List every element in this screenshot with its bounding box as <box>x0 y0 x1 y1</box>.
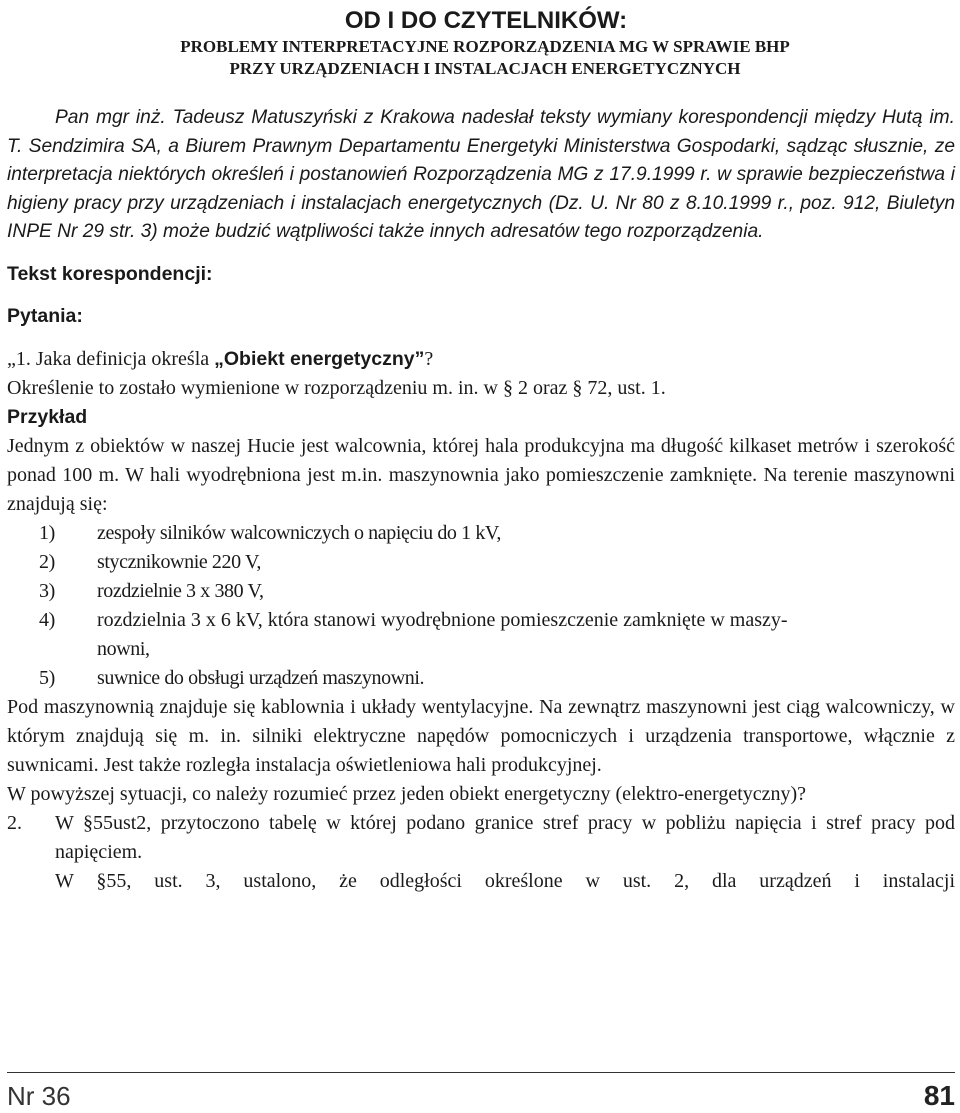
equipment-list <box>7 519 955 693</box>
intro-text: Pan mgr inż. Tadeusz Matuszyński z Krakowa nadesłał teksty wymiany korespondencji między Hutą im. T. Sendzimira SA, a Biurem Prawnym Departamentu Energetyki Ministerstwa Gospodarki, sądząc słusznie, ze interpretacja niektórych określeń i postanowień Rozporządzenia MG z 17.9.1999 r. w sprawie bezpieczeństwa i higieny pracy przy urządzeniach i instalacjach energetycznych (Dz. U. Nr 80 z 8.10.1999 r., poz. 912, Biuletyn INPE Nr 29 str. 3) może budzić wątpliwości także innych adresatów tego rozporządzenia. <box>7 107 955 242</box>
subtitle-line-2: PRZY URZĄDZENIACH I INSTALACJACH ENERGETYCZNYCH <box>229 59 741 78</box>
list-item-number: 2) <box>39 550 55 573</box>
list-item-number: 3) <box>39 579 55 602</box>
subtitle-line-1: PROBLEMY INTERPRETACYJNE ROZPORZĄDZENIA MG W SPRAWIE BHP <box>180 37 790 56</box>
heading-correspondence: Tekst korespondencji: <box>7 262 213 285</box>
intro-paragraph <box>7 104 955 247</box>
list-item-number: 4) <box>39 608 55 631</box>
page-number: 81 <box>923 1080 955 1111</box>
heading-questions: Pytania: <box>7 304 83 327</box>
issue-number: Nr 36 <box>7 1081 71 1111</box>
list-item-text: rozdzielnia 3 x 6 kV, która stanowi wyodrębnione pomieszczenie zamknięte w maszy- <box>97 608 788 631</box>
basement-paragraph: Pod maszynownią znajduje się kablownia i układy wentylacyjne. Na zewnątrz maszynowni jest ciąg walcowniczy, w którym znajdują się m. in. silniki elektryczne napędów pomocniczych i urządzenia transportowe, włącznie z suwnicami. Jest także rozległa instalacja oświetleniowa hali produkcyjnej. <box>7 695 955 776</box>
example-heading: Przykład <box>7 405 88 428</box>
list-item-number: 1) <box>39 521 55 544</box>
question-1 <box>7 345 955 403</box>
question-1-prefix: „1. Jaka definicja określa <box>7 347 215 370</box>
list-item <box>7 577 955 606</box>
list-item <box>7 606 955 664</box>
article-page <box>7 0 955 896</box>
list-item-text: rozdzielnie 3 x 380 V, <box>97 579 264 602</box>
article-subtitle <box>7 36 955 80</box>
question-2-text-continued: W §55, ust. 3, ustalono, że odległości określone w ust. 2, dla urządzeń i instalacji <box>55 869 955 892</box>
list-item-text: stycznikownie 220 V, <box>97 550 262 573</box>
list-item-body <box>97 606 955 664</box>
example-paragraph: Jednym z obiektów w naszej Hucie jest walcownia, której hala produkcyjna ma długość kilkaset metrów i szerokość ponad 100 m. W hali wyodrębniona jest m.in. maszynownia jako pomieszczenie zamknięte. Na terenie maszynowni znajdują się: <box>7 434 955 515</box>
list-item-number: 5) <box>39 666 55 689</box>
question-2 <box>7 809 955 896</box>
section-title: OD I DO CZYTELNIKÓW: <box>344 7 628 34</box>
list-item-continuation: nowni, <box>97 637 150 660</box>
list-item <box>7 519 955 548</box>
question-1-reference: Określenie to zostało wymienione w rozporządzeniu m. in. w § 2 oraz § 72, ust. 1. <box>7 376 666 399</box>
footer-divider <box>7 1072 955 1073</box>
question-1-suffix: ? <box>424 347 434 370</box>
question-2-body <box>55 809 955 896</box>
list-item-text: zespoły silników walcowniczych o napięciu do 1 kV, <box>97 521 501 544</box>
list-item <box>7 664 955 693</box>
question-1-line <box>7 345 955 374</box>
list-item-text: suwnice do obsługi urządzeń maszynowni. <box>97 666 425 689</box>
question-2-text: W §55ust2, przytoczono tabelę w której podano granice stref pracy w pobliżu napięcia i stref pracy pod napięciem. <box>55 811 955 863</box>
question-paragraph: W powyższej sytuacji, co należy rozumieć przez jeden obiekt energetyczny (elektro-energetyczny)? <box>7 782 807 805</box>
list-item <box>7 548 955 577</box>
question-1-term: „Obiekt energetyczny” <box>214 347 425 370</box>
question-2-number: 2. <box>7 811 22 834</box>
